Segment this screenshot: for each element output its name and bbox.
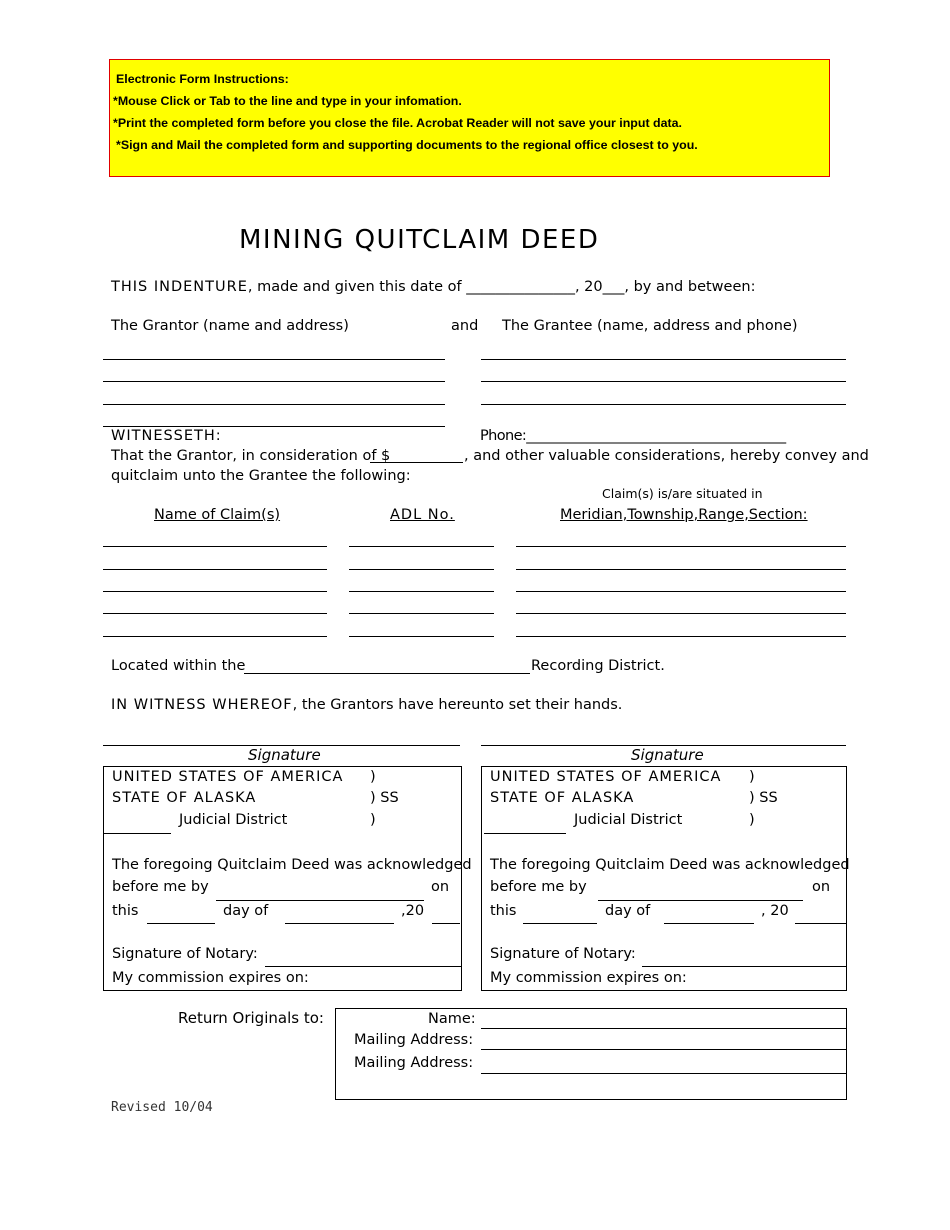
located-suffix: Recording District. (531, 658, 665, 674)
on-label: on (431, 879, 450, 895)
return-name-label: Name: (428, 1011, 476, 1027)
ss-label: ) SS (749, 790, 778, 806)
notary-signature-field[interactable] (265, 966, 461, 967)
ack-text: The foregoing Quitclaim Deed was acknowledged (112, 857, 472, 873)
instructions-line: *Print the completed form before you close the file. Acrobat Reader will not save your input data. (113, 116, 682, 130)
located-prefix: Located within the (111, 658, 246, 674)
signature-label: Signature (248, 746, 321, 764)
indenture-line (111, 280, 755, 295)
claim-name-field[interactable] (103, 546, 327, 547)
year-field[interactable] (795, 923, 847, 924)
indenture-text: , made and given this date of _______________, 20___, by and between: (247, 279, 756, 295)
claim-name-field[interactable] (103, 613, 327, 614)
this-label: this (112, 903, 139, 919)
col-header-adl: ADL No. (390, 507, 455, 523)
day-field[interactable] (523, 923, 597, 924)
year-field[interactable] (432, 923, 460, 924)
grantor-label: The Grantor (name and address) (111, 318, 349, 334)
witness-whereof-text: , the Grantors have hereunto set their hands. (292, 697, 623, 713)
commission-label: My commission expires on: (112, 970, 309, 986)
adl-field[interactable] (349, 546, 494, 547)
before-me-label: before me by (490, 879, 587, 895)
indenture-lead: THIS INDENTURE (111, 279, 248, 295)
adl-field[interactable] (349, 613, 494, 614)
witness-whereof-lead: IN WITNESS WHEREOF (111, 697, 293, 713)
revised-date: Revised 10/04 (111, 1100, 213, 1115)
grantor-field[interactable] (103, 426, 445, 427)
phone-field[interactable]: Phone:_______________________________________ (480, 428, 786, 444)
notary-signature-label: Signature of Notary: (490, 946, 636, 962)
return-mailing-label: Mailing Address: (354, 1032, 474, 1048)
year-label: ,20 (401, 903, 425, 919)
return-address-box (335, 1008, 847, 1100)
witness-whereof-line (111, 698, 622, 713)
day-of-label: day of (223, 903, 269, 919)
this-label: this (490, 903, 517, 919)
notary-signature-field[interactable] (642, 966, 847, 967)
grantee-label: The Grantee (name, address and phone) (502, 318, 798, 334)
claim-name-field[interactable] (103, 636, 327, 637)
consideration-text: quitclaim unto the Grantee the following: (111, 468, 411, 484)
grantor-field[interactable] (103, 359, 445, 360)
col-header-name: Name of Claim(s) (154, 507, 281, 523)
location-field[interactable] (516, 591, 846, 592)
adl-field[interactable] (349, 636, 494, 637)
page-title: MINING QUITCLAIM DEED (239, 225, 600, 255)
paren: ) (749, 812, 755, 828)
notary-signature-label: Signature of Notary: (112, 946, 258, 962)
location-field[interactable] (516, 613, 846, 614)
judicial-district-field[interactable] (104, 833, 171, 834)
consideration-amount-field[interactable] (370, 462, 463, 463)
judicial-district-label: Judicial District (574, 812, 683, 828)
judicial-district-field[interactable] (484, 833, 566, 834)
col-header-location: Meridian,Township,Range,Section: (560, 507, 808, 523)
adl-field[interactable] (349, 569, 494, 570)
return-mailing-field[interactable] (481, 1049, 847, 1050)
instructions-box (109, 59, 830, 177)
consideration-text: , and other valuable considerations, hereby convey and (464, 448, 869, 464)
grantee-field[interactable] (481, 359, 846, 360)
state-label: STATE OF ALASKA (112, 790, 257, 806)
location-field[interactable] (516, 569, 846, 570)
on-label: on (812, 879, 831, 895)
ack-text: The foregoing Quitclaim Deed was acknowledged (490, 857, 850, 873)
paren: ) (749, 769, 755, 785)
return-mailing-label: Mailing Address: (354, 1055, 474, 1071)
signature-label: Signature (631, 746, 704, 764)
grantor-field[interactable] (103, 404, 445, 405)
claim-name-field[interactable] (103, 591, 327, 592)
day-field[interactable] (147, 923, 215, 924)
commission-label: My commission expires on: (490, 970, 687, 986)
witnesseth-label: WITNESSETH: (111, 428, 222, 444)
month-field[interactable] (664, 923, 754, 924)
notary-block-right (481, 766, 850, 991)
return-mailing-field[interactable] (481, 1073, 847, 1074)
location-field[interactable] (516, 546, 846, 547)
grantee-field[interactable] (481, 381, 846, 382)
paren: ) (370, 812, 376, 828)
return-originals-label: Return Originals to: (178, 1009, 324, 1027)
adl-field[interactable] (349, 591, 494, 592)
recording-district-field[interactable] (244, 673, 530, 674)
and-label: and (451, 318, 479, 334)
day-of-label: day of (605, 903, 651, 919)
usa-label: UNITED STATES OF AMERICA (490, 769, 722, 785)
judicial-district-label: Judicial District (179, 812, 288, 828)
instructions-line: *Sign and Mail the completed form and supporting documents to the regional office closest to you. (116, 138, 698, 152)
ss-label: ) SS (370, 790, 399, 806)
paren: ) (370, 769, 376, 785)
acknowledged-by-field[interactable] (216, 900, 424, 901)
return-name-field[interactable] (481, 1028, 847, 1029)
instructions-line: *Mouse Click or Tab to the line and type in your infomation. (113, 94, 462, 108)
year-label: , 20 (761, 903, 789, 919)
acknowledged-by-field[interactable] (598, 900, 803, 901)
claim-name-field[interactable] (103, 569, 327, 570)
state-label: STATE OF ALASKA (490, 790, 635, 806)
grantor-field[interactable] (103, 381, 445, 382)
usa-label: UNITED STATES OF AMERICA (112, 769, 344, 785)
grantee-field[interactable] (481, 404, 846, 405)
situated-note: Claim(s) is/are situated in (602, 486, 763, 501)
before-me-label: before me by (112, 879, 209, 895)
instructions-heading: Electronic Form Instructions: (116, 72, 289, 86)
location-field[interactable] (516, 636, 846, 637)
month-field[interactable] (285, 923, 394, 924)
consideration-text: That the Grantor, in consideration of $ (111, 448, 391, 464)
notary-block-left (103, 766, 472, 991)
